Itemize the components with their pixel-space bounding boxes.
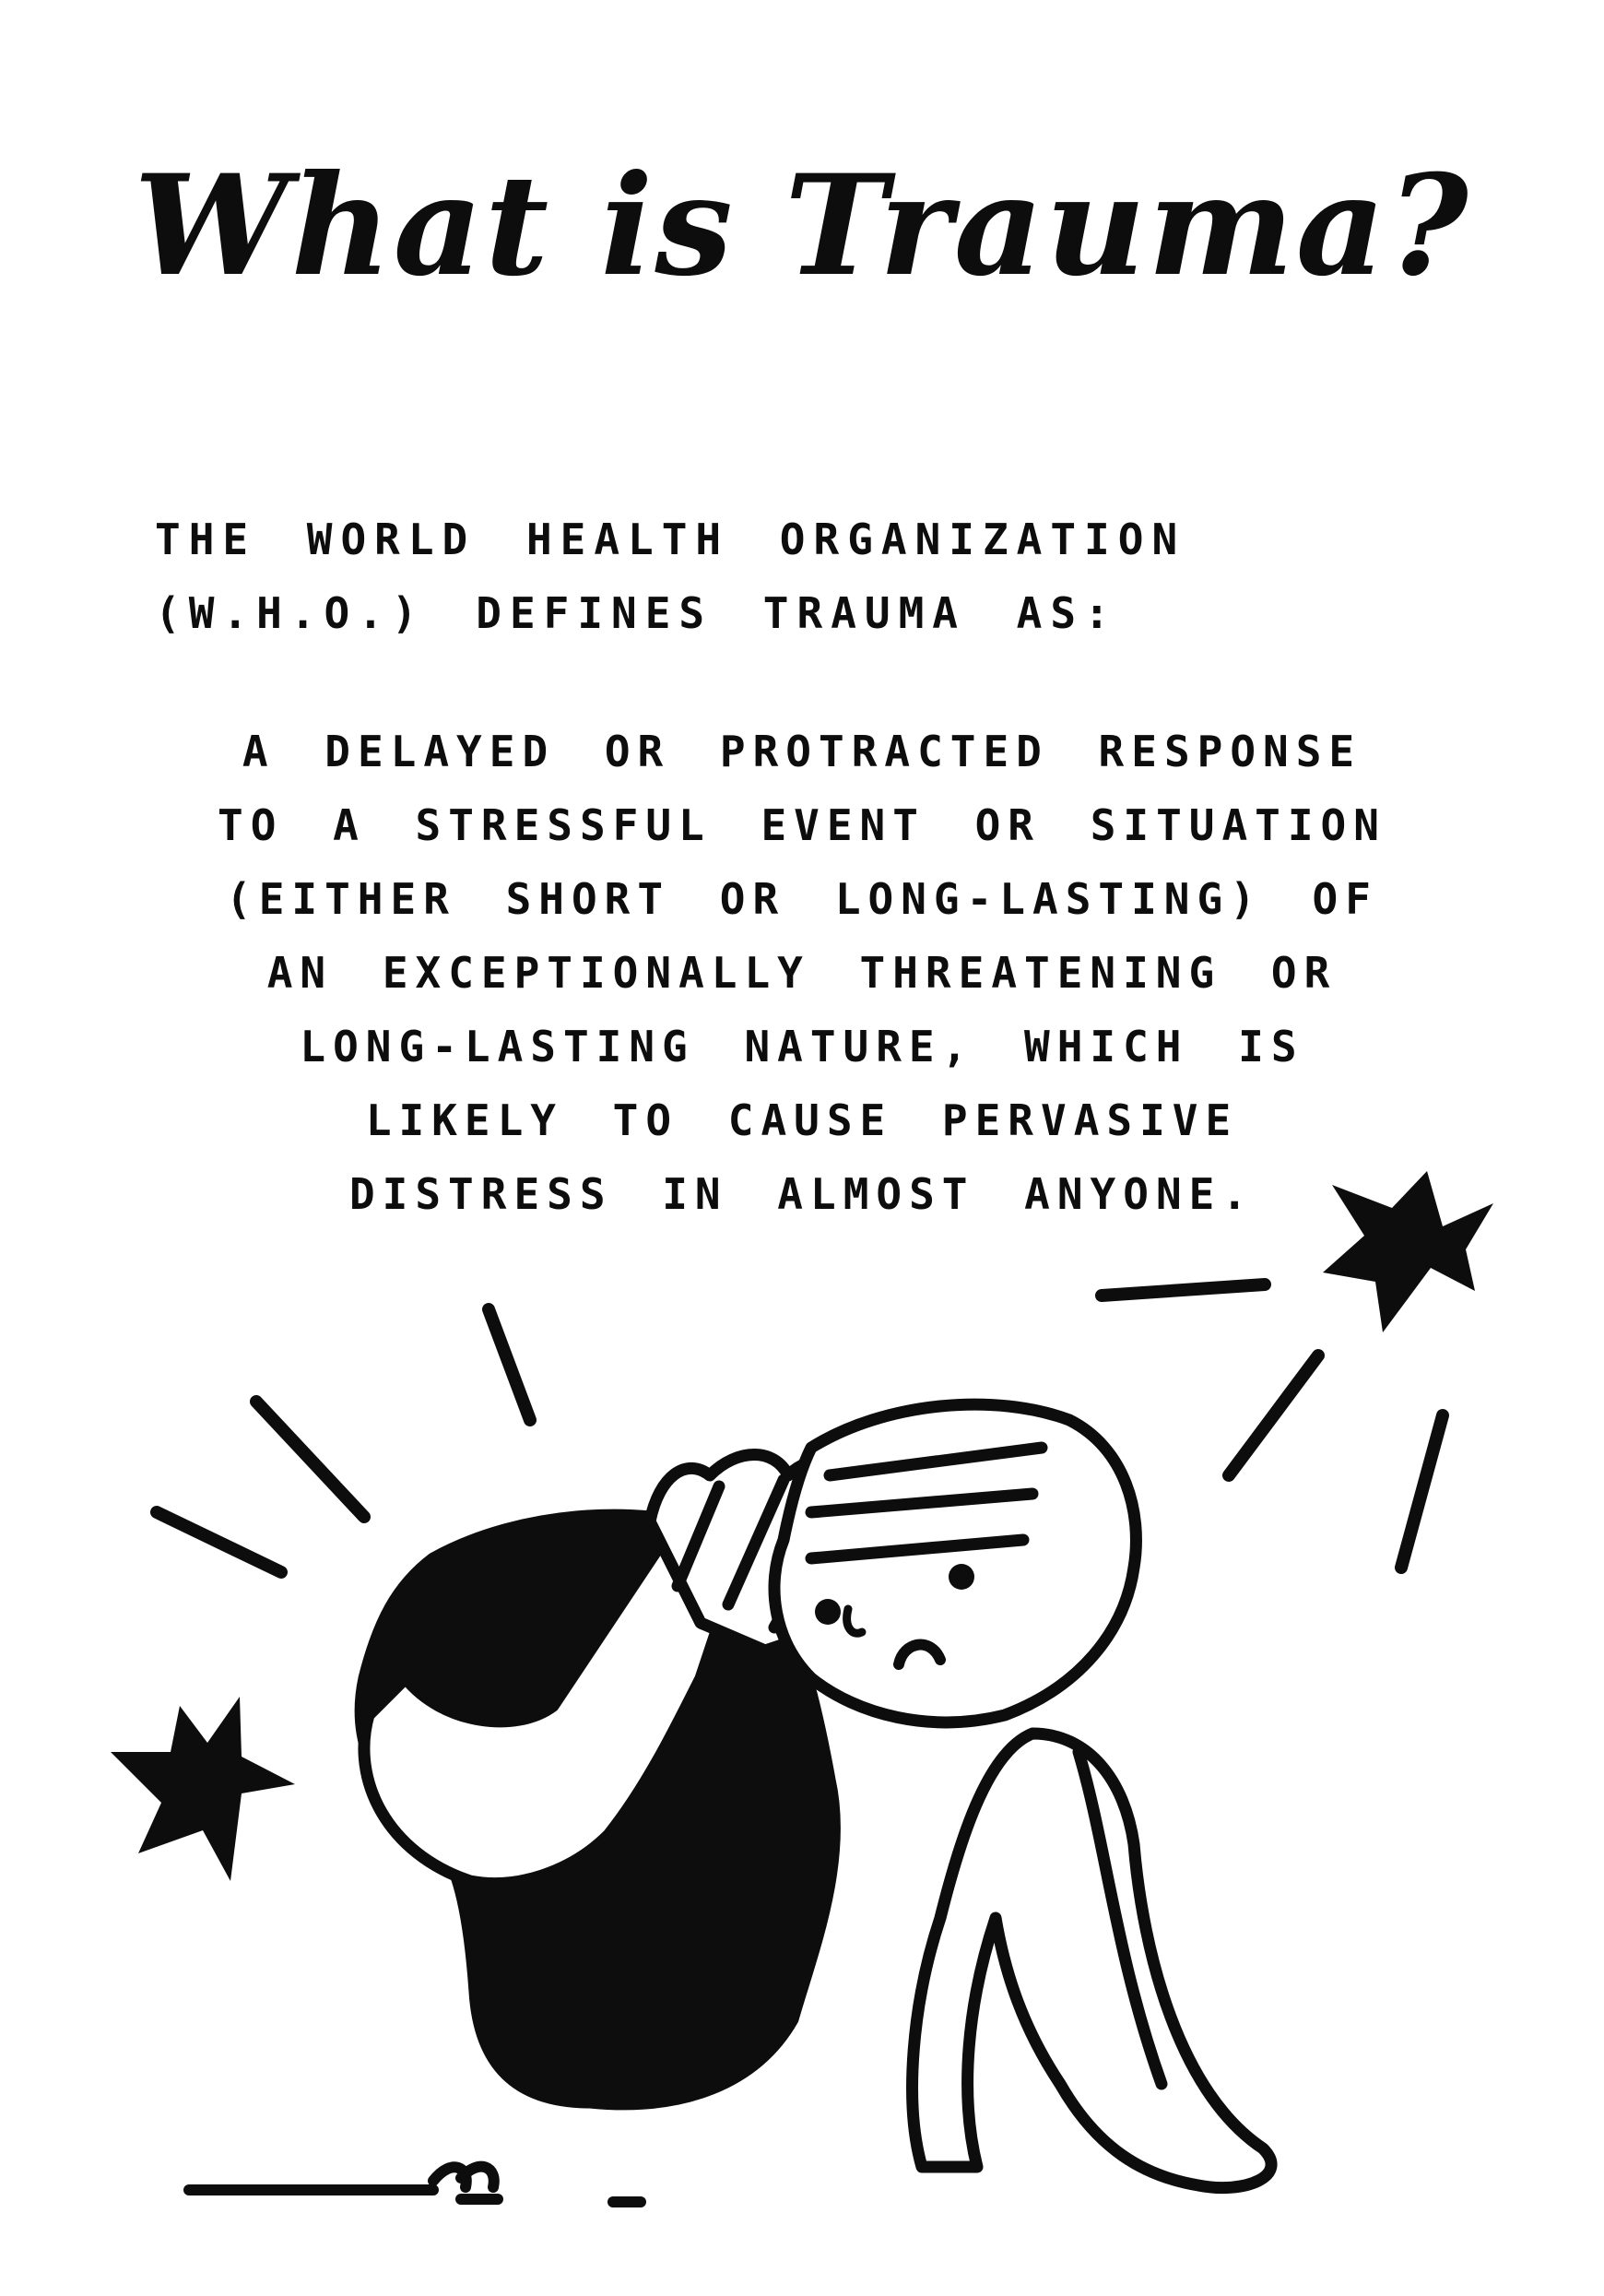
definition-line: AN EXCEPTIONALLY THREATENING OR [266,948,1338,998]
stress-line [256,1402,364,1517]
star-icon [111,1697,295,1881]
definition-line: DISTRESS IN ALMOST ANYONE. [348,1169,1256,1219]
intro-line: (W.H.O.) DEFINES TRAUMA AS: [155,588,1118,638]
definition-line: TO A STRESSFUL EVENT OR SITUATION [218,800,1386,850]
definition-line: (EITHER SHORT OR LONG-LASTING) OF [226,874,1378,924]
definition-line: LONG-LASTING NATURE, WHICH IS [300,1022,1304,1071]
intro-line: THE WORLD HEALTH ORGANIZATION [155,515,1186,564]
distressed-person-illustration [0,1143,1604,2296]
page-title: What is Trauma? [134,145,1470,307]
stress-line [157,1512,281,1572]
eye [949,1564,974,1590]
stress-line [1102,1284,1265,1296]
ground-marks [189,2167,641,2202]
stress-line [489,1309,530,1420]
person-figure [360,1404,1271,2187]
definition-line: LIKELY TO CAUSE PERVASIVE [365,1095,1239,1145]
stress-line [1401,1415,1443,1568]
eye [815,1599,841,1625]
head [774,1404,1136,1722]
definition-line: A DELAYED OR PROTRACTED RESPONSE [242,727,1362,776]
star-icon [1323,1171,1493,1332]
stress-line [1229,1355,1318,1475]
intro-text [155,503,1353,650]
